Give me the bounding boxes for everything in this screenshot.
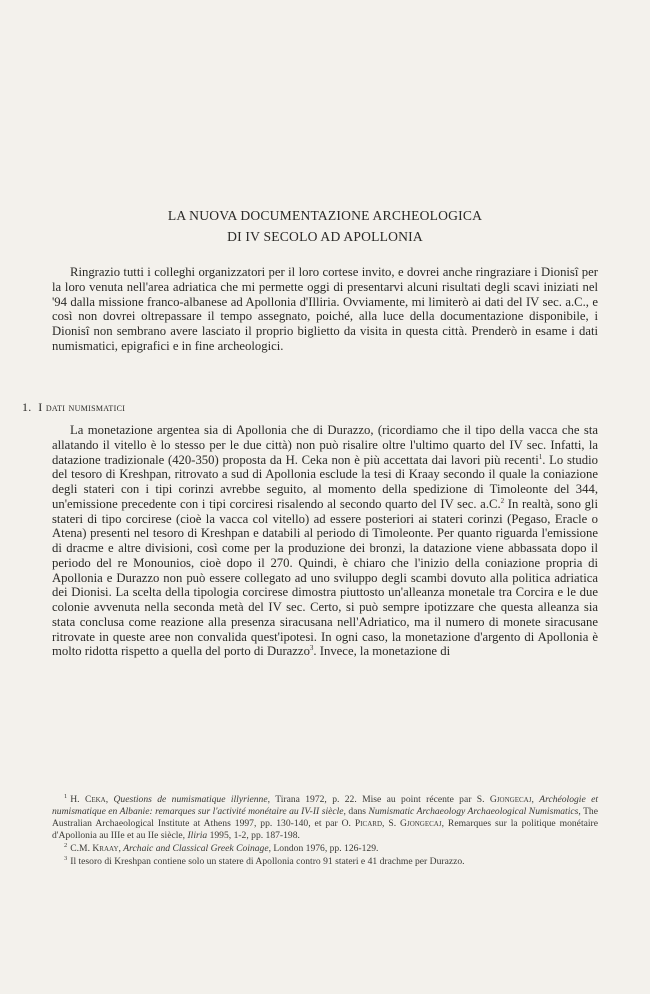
footnote-text: 1995, 1-2, pp. 187-198. [207,830,300,841]
footnote-text: , S. [382,818,401,829]
footnote-3 [52,856,598,868]
work-title: Questions de numismatique illyrienne [113,794,268,805]
main-text-2: . Lo studio del tesoro di Kreshpan, ritrovato a sud di Apollonia esclude la tesi di Kraay secondo il quale la coniazione degli stateri con i tipi corinzi avrebbe seguito, al momento della spedizione di Timoleonte del 344, un'emissione precedente con i tipi corciresi risalendo al secondo quarto del IV sec. a.C. [52,452,598,511]
section-number: 1. [22,400,32,414]
footnote-divider [52,776,598,777]
main-text-4: . Invece, la monetazione di [313,644,451,659]
work-title: Archaic and Classical Greek Coinage [123,843,269,854]
section-title: I dati numismatici [38,400,126,414]
main-text-1: La monetazione argentea sia di Apollonia che di Durazzo, (ricordiamo che il tipo della vacca che sta allatando il vitello è lo stesso per le due città) non può risalire oltre l'ultimo quarto del IV sec. Infatti, la datazione tradizionale (420-350) proposta da H. Ceka non è più accettata dai lavori più recenti [52,423,598,467]
footnote-text: , dans [343,806,369,817]
section-heading [22,400,125,415]
footnote-2 [52,843,598,855]
article-title [0,205,650,247]
footnotes [52,794,598,869]
author-name: Picard [354,818,383,829]
footnote-text: , [105,794,114,805]
footnote-text: , London 1976, pp. 126-129. [268,843,379,854]
author-name: Gjongecaj [400,818,442,829]
work-title: Iliria [187,830,208,841]
footnote-text: , The Australian Archaeological Institute at Athens 1997, pp. 130-140, et par O. [52,806,598,829]
footnote-text: , Tirana 1972, p. 22. Mise au point récente par S. [267,794,490,805]
footnote-number: 3 [64,854,68,862]
footnote-ref-1: 1 [538,452,543,461]
footnote-number: 1 [64,792,68,800]
author-name: Gjongecaj [489,794,532,805]
footnote-text: C.M. [70,843,93,854]
footnote-1 [52,794,598,842]
footnote-text: Il tesoro di Kreshpan contiene solo un statere di Apollonia contro 91 stateri e 41 drachme per Durazzo. [70,856,465,867]
work-title: Numismatic Archaeology Archaeological Numismatics [368,806,579,817]
title-line-2: DI IV SECOLO AD APOLLONIA [227,229,423,244]
main-text-3: In realtà, sono gli stateri di tipo corcirese (cioè la vacca col vitello) ad essere posteriori ai stateri corinzi (Pegaso, Eracle o Atena) presenti nel tesoro di Kreshpan e databili al periodo di Timoleonte. Per quanto riguarda l'emissione di dracme e altre divisioni, così come per la produzione dei bronzi, la datazione viene abbassata dopo il periodo del re Monounios, cioè dopo il 270. Quindi, è chiaro che l'inizio della coniazione propria di Apollonia e Durazzo non può essere collegato ad uno sviluppo degli scambi dovuto alla politica adriatica dei Dionisi. La scelta della tipologia corcirese dimostra piuttosto un'alleanza monetale tra Corcira e le due colonie avvenuta nella seconda metà del IV sec. Certo, si può sempre ipotizzare che questa alleanza sia stata conclusa come reazione alla presenza siracusana nell'Adriatico, ma il numero di monete siracusane ritrovate in queste aree non convalida quest'ipotesi. In ogni caso, la monetazione d'argento di Apollonia è molto ridotta rispetto a quella del porto di Durazzo [52,496,598,659]
title-line-1: LA NUOVA DOCUMENTAZIONE ARCHEOLOGICA [167,208,483,223]
author-name: Kraay [92,843,119,854]
work-title: Archéologie et numismatique en Albanie: remarques sur l'activité monétaire au IV-II siècle [52,794,599,817]
author-name: Ceka [84,794,106,805]
footnote-ref-2: 2 [500,496,505,505]
footnote-text: H. [70,794,85,805]
footnote-number: 2 [64,841,68,849]
footnote-text: , [531,794,540,805]
footnote-text: , [118,843,124,854]
intro-paragraph: Ringrazio tutti i colleghi organizzatori per il loro cortese invito, e dovrei anche ringraziare i Dionisî per la loro venuta nell'area adriatica che mi permette oggi di presentarvi alcuni risultati degli scavi iniziati nel '94 dalla missione franco-albanese ad Apollonia d'Illiria. Ovviamente, mi limiterò ai dati del IV sec. a.C., e così non dovrei oltrepassare il tempo assegnato, poiché, alla luce della documentazione disponibile, i Dionisî non sembrano avere lasciato il proprio biglietto da visita in questa città. Prenderò in esame i dati numismatici, epigrafici e in fine archeologici. [52,265,598,353]
main-paragraph [52,423,598,659]
footnote-text: , Remarques sur la politique monétaire d'Apollonia au IIIe et au IIe siècle, [52,818,598,841]
footnote-ref-3: 3 [309,644,314,653]
